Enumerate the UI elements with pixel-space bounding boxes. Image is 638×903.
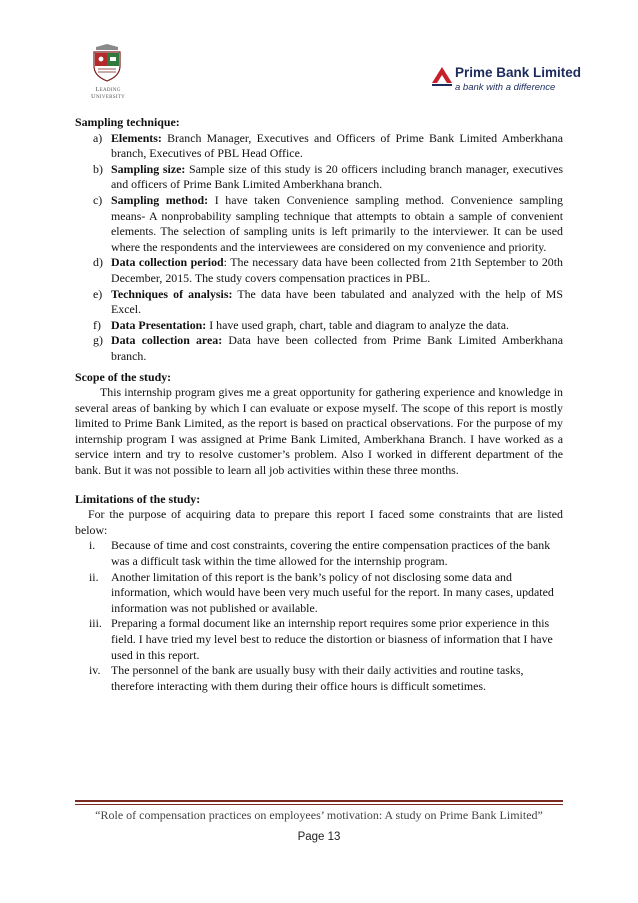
list-item [75, 570, 563, 617]
item-label: Sampling method: [111, 192, 209, 207]
footer-rule [75, 800, 563, 805]
sampling-list [75, 131, 563, 365]
list-item [75, 287, 563, 318]
list-item [75, 193, 563, 255]
item-label: Data collection area: [111, 333, 223, 348]
item-text: I have used graph, chart, table and diagram to analyze the data. [206, 317, 509, 332]
item-text: : The necessary data have been collected from 21th September to 20th December, 2015. The study covers compensation practices in PBL. [111, 255, 563, 285]
item-label: Elements: [111, 130, 162, 145]
limitations-list [75, 538, 563, 694]
list-marker: e) [93, 286, 103, 301]
scope-heading: Scope of the study: [75, 369, 172, 384]
list-item [75, 255, 563, 286]
page-number: Page 13 [297, 831, 341, 843]
item-label: Techniques of analysis: [111, 286, 233, 301]
prime-bank-mark-icon [431, 65, 453, 87]
list-marker: ii. [89, 569, 99, 584]
list-marker: i. [89, 538, 96, 553]
limitations-intro: For the purpose of acquiring data to prepare this report I faced some constraints that are listed below: [75, 507, 563, 537]
item-label: Data collection period [111, 255, 224, 270]
item-text: Sample size of this study is 20 officers including branch manager, executives and officers of Prime Bank Limited Amberkhana branch. [111, 161, 563, 192]
prime-bank-logo [431, 63, 581, 99]
item-text: Data have been collected from Prime Bank Limited Amberkhana branch. [111, 333, 563, 363]
list-item [75, 333, 563, 364]
list-marker: b) [93, 161, 103, 176]
main-content [75, 115, 563, 694]
prime-bank-tagline: a bank with a difference [455, 82, 556, 93]
list-marker: iii. [89, 616, 102, 631]
item-text: Preparing a formal document like an internship report requires some prior experience in this field. I have tried my level best to reduce the distortion or biasness of information that I have used in this report. [111, 616, 553, 662]
list-item [75, 538, 563, 569]
university-name: Leading University [90, 86, 126, 100]
item-text: The data have been tabulated and analyzed with the help of MS Excel. [111, 286, 563, 317]
list-item [75, 616, 563, 663]
footer-title: “Role of compensation practices on employees’ motivation: A study on Prime Bank Limited” [95, 808, 543, 822]
item-text: The personnel of the bank are usually busy with their daily activities and routine tasks, therefore interacting with them during their office hours is difficult sometimes. [111, 663, 524, 693]
list-item [75, 162, 563, 193]
list-marker: g) [93, 333, 103, 348]
list-item [75, 318, 563, 334]
list-item [75, 131, 563, 162]
prime-bank-name: Prime Bank Limited [455, 65, 582, 80]
item-label: Sampling size: [111, 161, 186, 176]
item-text: Another limitation of this report is the bank’s policy of not disclosing some data and information, which would have been very much useful for the report. In many cases, updated information was not published or available. [111, 569, 554, 615]
item-text: Because of time and cost constraints, covering the entire compensation practices of the bank was a difficult task within the time allowed for the internship program. [111, 538, 551, 569]
leading-university-logo [78, 38, 138, 100]
list-marker: iv. [89, 663, 101, 678]
university-crest-icon [90, 44, 124, 82]
item-label: Data Presentation: [111, 317, 207, 332]
list-item [75, 663, 563, 694]
list-marker: d) [93, 255, 103, 270]
list-marker: c) [93, 192, 103, 207]
limitations-heading: Limitations of the study: [75, 491, 201, 506]
item-text: Branch Manager, Executives and Officers of Prime Bank Limited Amberkhana branch, Executives of PBL Head Office. [111, 130, 563, 161]
scope-body: This internship program gives me a great opportunity for gathering experience and knowledge in several areas of banking by which I can evaluate or expose myself. The scope of this report is mostly limited to Prime Bank Limited, as the report is based on practical observations. For the purpose of my internship program I was assigned at Prime Bank Limited, Amberkhana Branch. I have worked as a service intern and try to resolve customer’s problem. Also I worked in different department of the bank. But it was not possible to learn all job activities within these three months. [75, 385, 563, 478]
list-marker: a) [93, 130, 103, 145]
sampling-heading: Sampling technique: [75, 115, 180, 129]
item-text: I have taken Convenience sampling method. Convenience sampling means- A nonprobability sampling technique that attempts to obtain a sample of convenient elements. The selection of sampling units is left primarily to the interviewer. It can be used where the respondents and the interviewees are considered on my convenience and priority. [111, 192, 563, 254]
list-marker: f) [93, 317, 101, 332]
